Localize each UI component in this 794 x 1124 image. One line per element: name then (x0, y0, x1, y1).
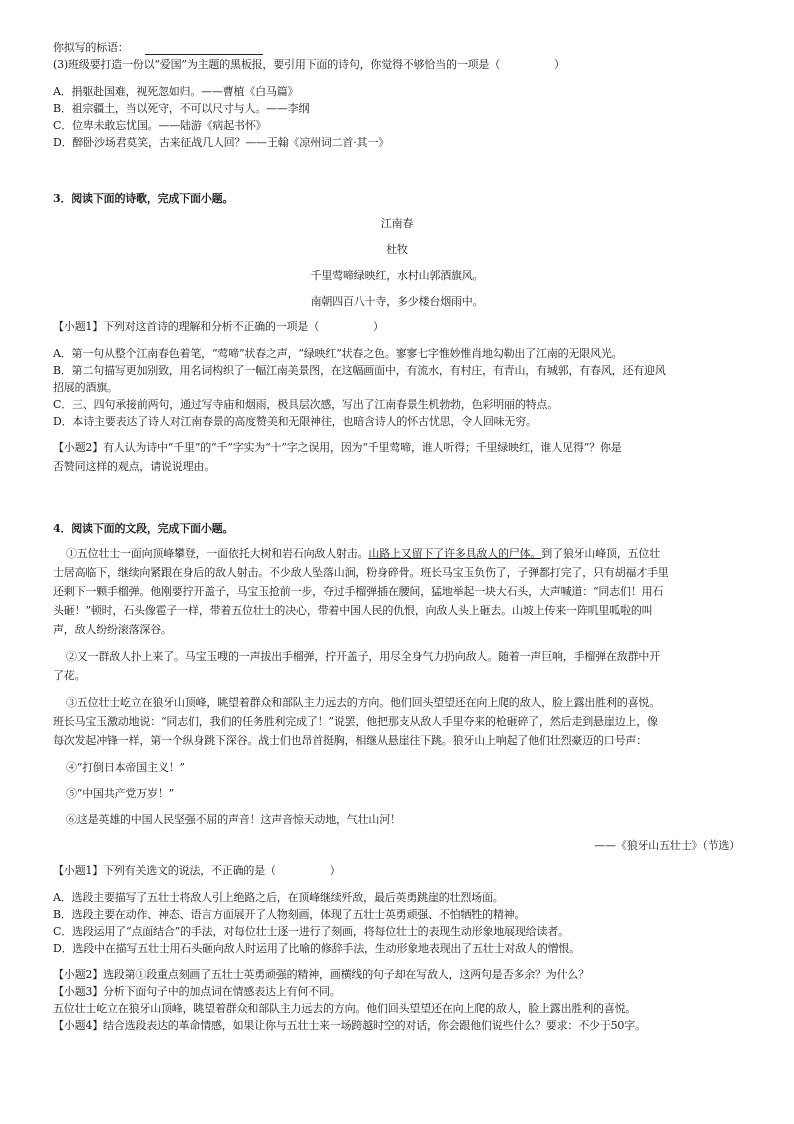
para-1-line-2: 士居高临下，继续向紧跟在身后的敌人射击。不少敌人坠落山涧，粉身碎骨。班长马宝玉负伤了，子弹都打完了，只有胡福才手里 (53, 566, 669, 579)
para-2-line-1: ②又一群敌人扑上来了。马宝玉嗖的一声拔出手榴弹，拧开盖子，用尽全身气力扔向敌人。随着一声巨响，手榴弹在敌群中开 (66, 650, 660, 663)
s3-q1-option-a[interactable]: A．第一句从整个江南春色着笔，“莺啼”状春之声，“绿映红”状春之色。寥寥七字惟妙惟肖地勾勒出了江南的无限风光。 (53, 347, 623, 360)
s3-q1-option-d[interactable]: D．本诗主要表达了诗人对江南春景的高度赞美和无限神往，也暗含诗人的怀古忧思，令人回味无穷。 (53, 415, 537, 428)
poem-title: 江南春 (380, 217, 414, 230)
q3-option-b[interactable]: B．祖宗疆土，当以死守，不可以尺寸与人。——李纲 (53, 102, 310, 115)
para-2-line-2: 了花。 (53, 669, 86, 682)
q3-option-c[interactable]: C．位卑未敢忘忧国。——陆游《病起书怀》 (53, 119, 267, 132)
q3-option-a[interactable]: A．捐躯赴国难，视死忽如归。——曹植《白马篇》 (53, 85, 299, 98)
para-1-text-b: 到了狼牙山峰顶，五位壮 (541, 547, 661, 560)
s3-q2-line-1: 【小题2】有人认为诗中“千里”的“千”字实为“十”字之误用，因为“千里莺啼，谁人听得；千里绿映红，谁人见得”？你是 (53, 441, 622, 454)
section-3-heading: 3．阅读下面的诗歌，完成下面小题。 (53, 192, 234, 205)
poem-line-1: 千里莺啼绿映红，水村山郭酒旗风。 (310, 269, 484, 282)
s4-q2: 【小题2】选段第①段重点刻画了五壮士英勇顽强的精神，画横线的句子却在写敌人，这两句是否多余？为什么？ (53, 968, 589, 981)
para-6: ⑥这是英雄的中国人民坚强不屈的声音！这声音惊天动地，气壮山河！ (66, 813, 401, 826)
s4-q4: 【小题4】结合选段表达的革命情感，如果让你与五壮士来一场跨越时空的对话，你会跟他们说些什么？要求：不少于50字。 (53, 1019, 646, 1032)
para-1-line-5: 声，敌人纷纷滚落深谷。 (53, 623, 172, 636)
underlined-sentence: 山路上又留下了许多具敌人的尸体。 (368, 547, 542, 560)
s4-q3: 【小题3】分析下面句子中的加点词在情感表达上有何不同。 (53, 985, 341, 998)
slogan-label: 你拟写的标语： (53, 41, 129, 54)
poem-line-2: 南朝四百八十寺，多少楼台烟雨中。 (310, 295, 484, 308)
slogan-line (53, 41, 263, 55)
q3-stem: (3)班级要打造一份以“爱国”为主题的黑板报，要引用下面的诗句，你觉得不够恰当的一项是（ ） (53, 58, 565, 71)
poem-author: 杜牧 (386, 243, 408, 256)
s3-q1-option-b-cont: 招展的酒旗。 (53, 381, 118, 394)
s4-q3-sentence: 五位壮士屹立在狼牙山顶峰，眺望着群众和部队主力远去的方向。他们回头望望还在向上爬的敌人，脸上露出胜利的喜悦。 (53, 1002, 637, 1015)
source-citation: ——《狼牙山五壮士》（节选） (594, 839, 740, 852)
para-5: ⑤“中国共产党万岁！” (66, 787, 175, 800)
para-3-line-3: 每次发起冲锋一样，第一个纵身跳下深谷。战士们也昂首挺胸，相继从悬崖往下跳。狼牙山上响起了他们壮烈豪迈的口号声： (53, 734, 647, 747)
s3-q1-option-c[interactable]: C．三、四句承接前两句，通过写寺庙和烟雨，极具层次感，写出了江南春景生机勃勃，色彩明丽的特点。 (53, 398, 559, 411)
s4-q1-stem: 【小题1】下列有关选文的说法，不正确的是（ ） (53, 864, 341, 877)
para-3-line-1: ③五位壮士屹立在狼牙山顶峰，眺望着群众和部队主力远去的方向。他们回头望望还在向上爬的敌人，脸上露出胜利的喜悦。 (66, 696, 660, 709)
s4-q1-option-d[interactable]: D．选段中在描写五壮士用石头砸向敌人时运用了比喻的修辞手法，生动形象地表现出了五壮士对敌人的憎恨。 (53, 942, 581, 955)
para-1-line-3: 还剩下一颗手榴弹。他刚要拧开盖子，马宝玉抢前一步，夺过手榴弹插在腰间，猛地举起一块大石头，大声喊道：“同志们！用石 (53, 585, 664, 598)
s4-q1-option-b[interactable]: B．选段主要在动作、神态、语言方面展开了人物刻画，体现了五壮士英勇顽强、不怕牺牲的精神。 (53, 908, 526, 921)
s3-q1-option-b[interactable]: B．第二句描写更加别致，用名词构织了一幅江南美景图，在这幅画面中，有流水，有村庄，有青山，有城郭，有春风，还有迎风 (53, 364, 666, 377)
s4-q1-option-a[interactable]: A．选段主要描写了五壮士将敌人引上绝路之后，在顶峰继续歼敌，最后英勇跳崖的壮烈场面。 (53, 891, 504, 904)
q3-option-d[interactable]: D．醉卧沙场君莫笑，古来征战几人回？——王翰《凉州词二首·其一》 (53, 136, 389, 149)
s3-q1-stem: 【小题1】下列对这首诗的理解和分析不正确的一项是（ ） (53, 320, 384, 333)
para-4: ④“打倒日本帝国主义！” (66, 761, 185, 774)
s4-q1-option-c[interactable]: C．选段运用了“点面结合”的手法，对每位壮士逐一进行了刻画，将每位壮士的表现生动形象地展现给读者。 (53, 925, 569, 938)
para-1-line-1 (66, 547, 660, 561)
slogan-answer-blank[interactable] (145, 43, 263, 55)
s3-q2-line-2: 否赞同这样的观点，请说说理由。 (53, 460, 215, 473)
para-1-line-4: 头砸！”顿时，石头像雹子一样，带着五位壮士的决心，带着中国人民的仇恨，向敌人头上砸去。山坡上传来一阵叽里呱啦的叫 (53, 604, 653, 617)
para-1-text-a: ①五位壮士一面向顶峰攀登，一面依托大树和岩石向敌人射击。 (66, 547, 369, 560)
section-4-heading: 4．阅读下面的文段，完成下面小题。 (53, 522, 234, 535)
para-3-line-2: 班长马宝玉激动地说：“同志们，我们的任务胜利完成了！”说罢，他把那支从敌人手里夺来的枪砸碎了，然后走到悬崖边上，像 (53, 715, 658, 728)
